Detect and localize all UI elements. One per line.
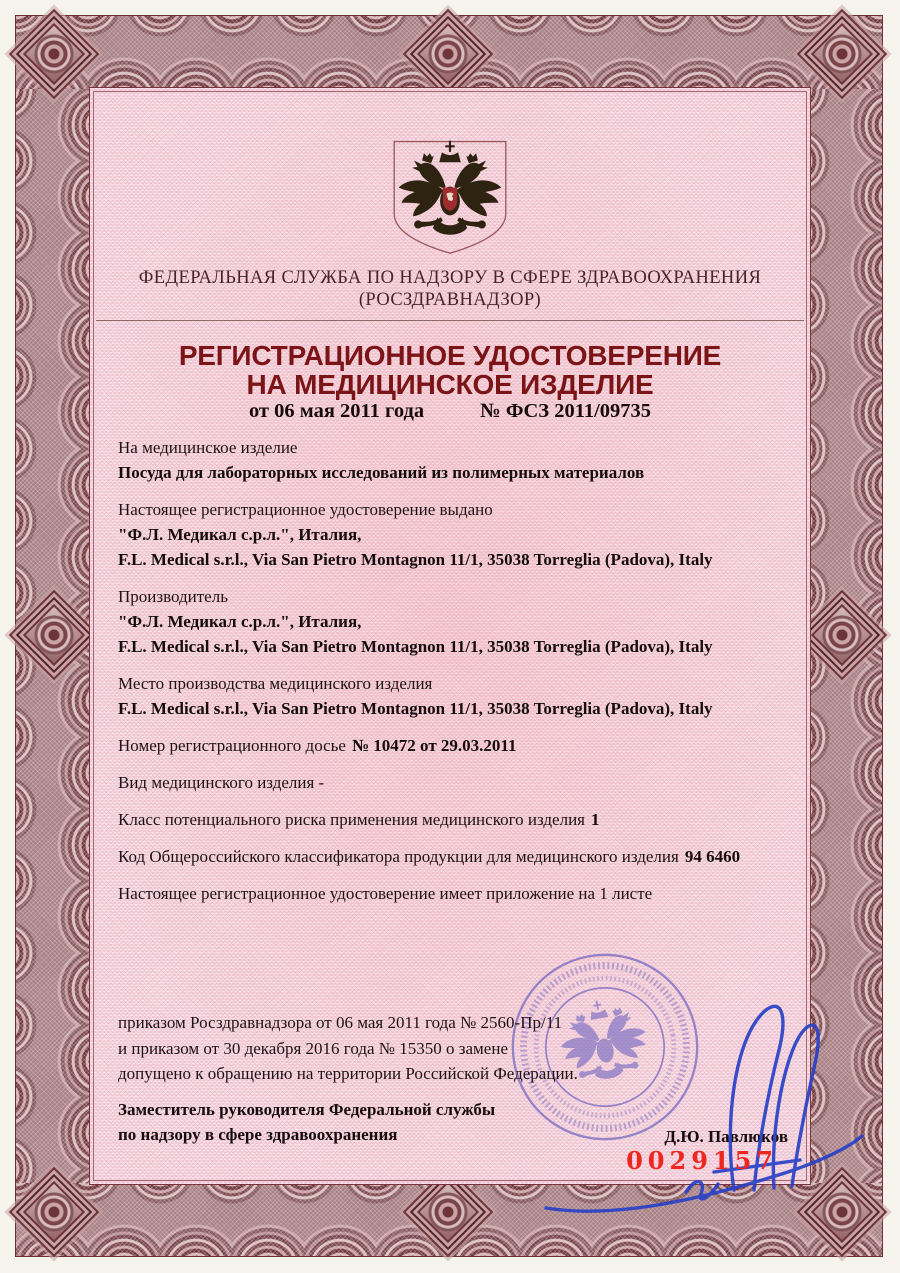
field-manufacturer (118, 584, 802, 659)
annex-text: Настоящее регистрационное удостоверение имеет приложение на 1 листе (118, 883, 653, 903)
field-label: Номер регистрационного досье (118, 735, 346, 755)
manufacturer-address: F.L. Medical s.r.l., Via San Pietro Montagnon 11/1, 35038 Torreglia (Padova), Italy (118, 636, 713, 656)
separator-line (96, 320, 804, 321)
certificate-body (89, 87, 811, 1185)
issuing-agency (90, 267, 810, 311)
holder-address: F.L. Medical s.r.l., Via San Pietro Montagnon 11/1, 35038 Torreglia (Padova), Italy (118, 549, 713, 569)
field-issued-to (118, 497, 802, 572)
order-line3: допущено к обращению на территории Российской Федерации. (118, 1064, 578, 1083)
signer-position-line2: по надзору в сфере здравоохранения (118, 1124, 398, 1144)
agency-line2: (РОСЗДРАВНАДЗОР) (358, 289, 542, 310)
serial-number: 0029157 (626, 1146, 778, 1175)
risk-class-value: 1 (591, 809, 600, 829)
field-device-kind (118, 770, 802, 795)
field-risk-class (118, 807, 802, 832)
field-label: Настоящее регистрационное удостоверение выдано (118, 499, 493, 519)
field-production-site (118, 671, 802, 721)
device-name: Посуда для лабораторных исследований из полимерных материалов (118, 462, 645, 482)
certificate-fields (118, 435, 802, 906)
field-label: На медицинское изделие (118, 437, 298, 457)
manufacturer-name: "Ф.Л. Медикал с.р.л.", Италия, (118, 611, 362, 631)
order-line2: и приказом от 30 декабря 2016 года № 15350 о замене (118, 1038, 508, 1058)
date-and-number-line (90, 399, 810, 423)
holder-name: "Ф.Л. Медикал с.р.л.", Италия, (118, 524, 362, 544)
field-label: Вид медицинского изделия - (118, 772, 325, 792)
document-title (90, 341, 810, 399)
title-line2: НА МЕДИЦИНСКОЕ ИЗДЕЛИЕ (246, 368, 654, 400)
order-line1: приказом Росздравнадзора от 06 мая 2011 года № 2560-Пр/11 (118, 1013, 563, 1032)
signature-icon (538, 976, 868, 1216)
field-label: Место производства медицинского изделия (118, 673, 433, 693)
signer-name: Д.Ю. Павлюков (664, 1126, 788, 1146)
issue-date: от 06 мая 2011 года (248, 399, 425, 422)
field-device (118, 435, 802, 485)
field-okp-code (118, 844, 802, 869)
okp-code-value: 94 6460 (684, 846, 741, 866)
double-headed-eagle-icon (387, 138, 513, 257)
field-label: Класс потенциального риска применения медицинского изделия (118, 809, 585, 829)
field-label: Код Общероссийского классификатора продукции для медицинского изделия (118, 846, 679, 866)
production-site-address: F.L. Medical s.r.l., Via San Pietro Montagnon 11/1, 35038 Torreglia (Padova), Italy (118, 698, 713, 718)
field-annex (118, 881, 802, 906)
agency-line1: ФЕДЕРАЛЬНАЯ СЛУЖБА ПО НАДЗОРУ В СФЕРЕ ЗДРАВООХРАНЕНИЯ (138, 267, 762, 288)
title-line1: РЕГИСТРАЦИОННОЕ УДОСТОВЕРЕНИЕ (178, 339, 722, 371)
dossier-number: № 10472 от 29.03.2011 (351, 735, 517, 755)
signer-position-line1: Заместитель руководителя Федеральной службы (118, 1099, 496, 1119)
field-dossier-number (118, 733, 802, 758)
registration-number: № ФСЗ 2011/09735 (480, 399, 652, 422)
field-label: Производитель (118, 586, 228, 606)
